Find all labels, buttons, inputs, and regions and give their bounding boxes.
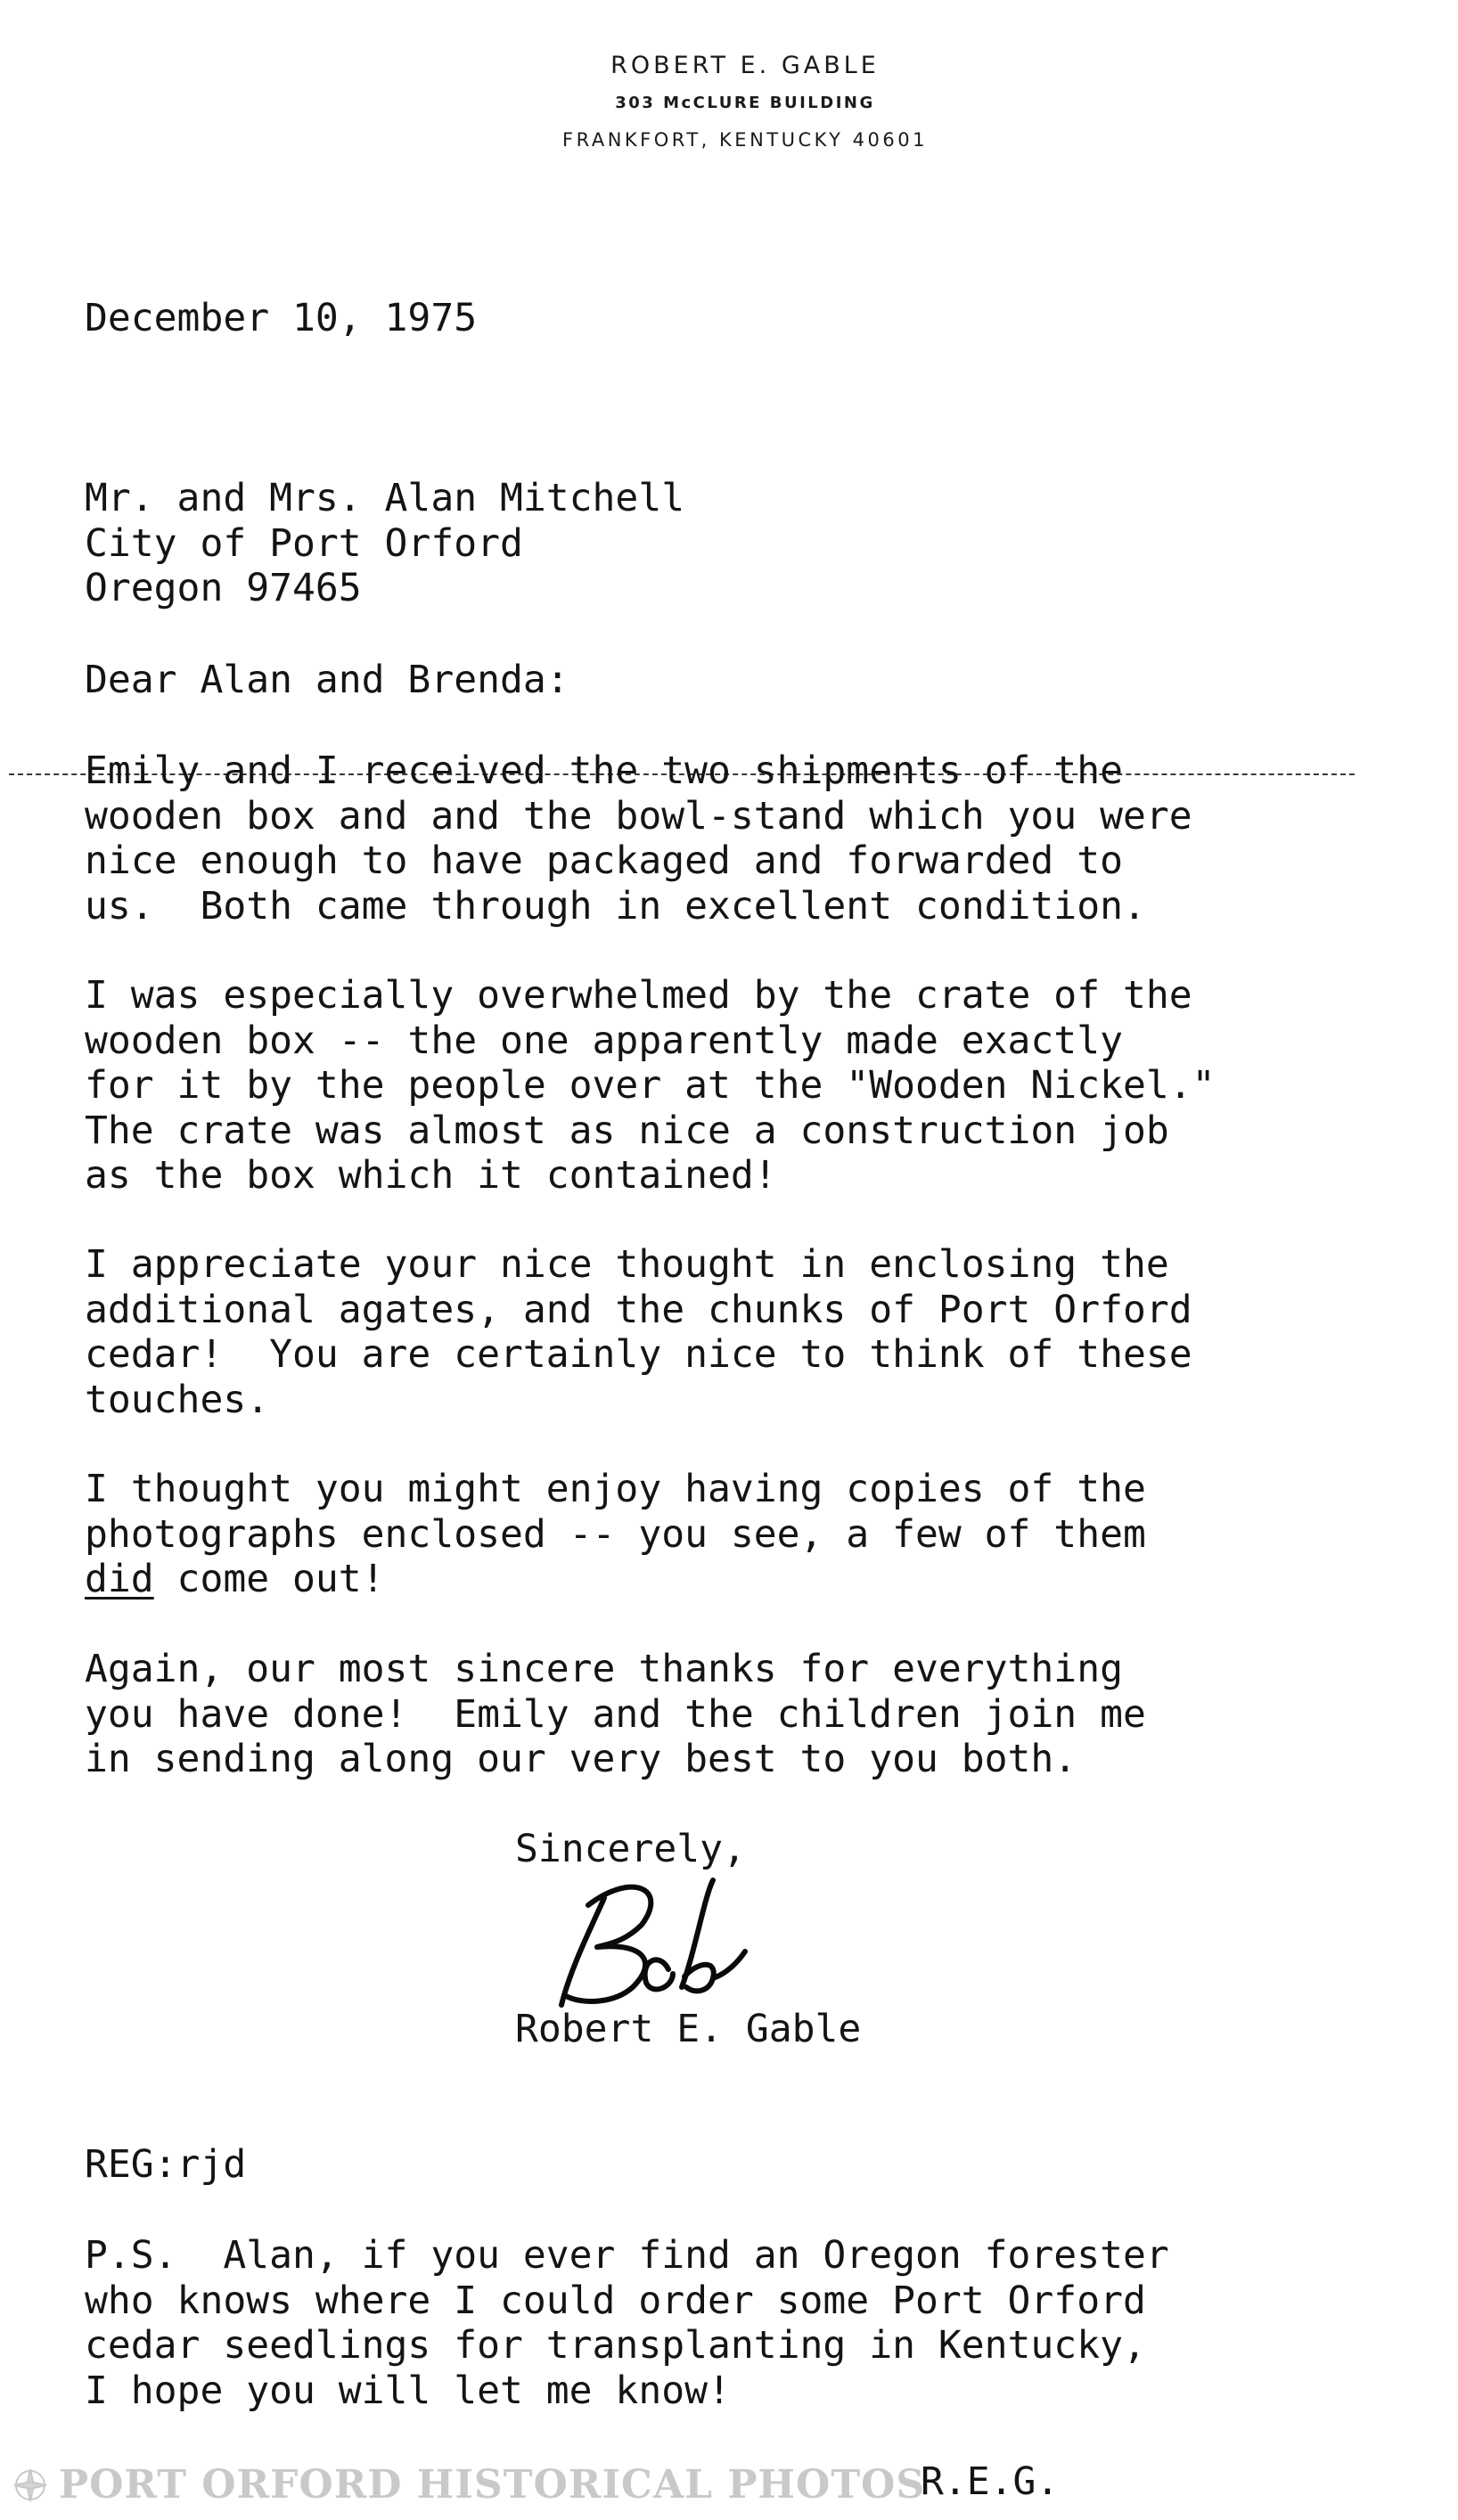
- paragraph-shipments: Emily and I received the two shipments of the wooden box and and the bowl-stand which you were nice enough to have packaged and forwarded to us. Both came through in excellent condition.: [85, 749, 1192, 929]
- watermark-text: PORT ORFORD HISTORICAL PHOTOS: [59, 2462, 926, 2508]
- watermark: [12, 2462, 925, 2508]
- postscript-initials: R.E.G.: [921, 2459, 1060, 2504]
- inside-address: [85, 476, 684, 611]
- photographs-text: I thought you might enjoy having copies of the photographs enclosed -- you see, a few of them: [85, 1467, 1146, 1557]
- signer-name: Robert E. Gable: [515, 2007, 862, 2051]
- recipient-line-3: Oregon 97465: [85, 566, 362, 610]
- postscript: P.S. Alan, if you ever find an Oregon forester who knows where I could order some Port Orford cedar seedlings for transplanting in Kentucky, I hope you will let me know!: [85, 2233, 1169, 2413]
- photographs-tail: come out!: [153, 1557, 385, 1601]
- paragraph-thanks: Again, our most sincere thanks for everything you have done! Emily and the children join me in sending along our very best to you both.: [85, 1647, 1146, 1781]
- compass-rose-icon: [12, 2467, 48, 2503]
- closing: Sincerely,: [515, 1827, 746, 1871]
- letterhead: [0, 53, 1458, 150]
- paragraph-photographs: [85, 1467, 1146, 1602]
- paragraph-agates: I appreciate your nice thought in enclosing the additional agates, and the chunks of Port Orford cedar! You are certainly nice to think of these touches.: [85, 1242, 1192, 1422]
- letter-date: December 10, 1975: [85, 296, 478, 340]
- handwritten-signature: [535, 1862, 749, 2014]
- paragraph-crate: I was especially overwhelmed by the crate of the wooden box -- the one apparently made exactly for it by the people over at the "Wooden Nickel." The crate was almost as nice a construction job as the box which it contained!: [85, 973, 1216, 1198]
- letterhead-name: ROBERT E. GABLE: [610, 52, 880, 79]
- typist-initials: REG:rjd: [85, 2142, 247, 2187]
- salutation: Dear Alan and Brenda:: [85, 658, 569, 702]
- recipient-line-1: Mr. and Mrs. Alan Mitchell: [85, 476, 685, 520]
- emphasis-did: did: [85, 1557, 154, 1601]
- letterhead-address: 303 McCLURE BUILDING: [615, 94, 875, 112]
- recipient-line-2: City of Port Orford: [85, 520, 523, 566]
- letterhead-city: FRANKFORT, KENTUCKY 40601: [562, 129, 928, 151]
